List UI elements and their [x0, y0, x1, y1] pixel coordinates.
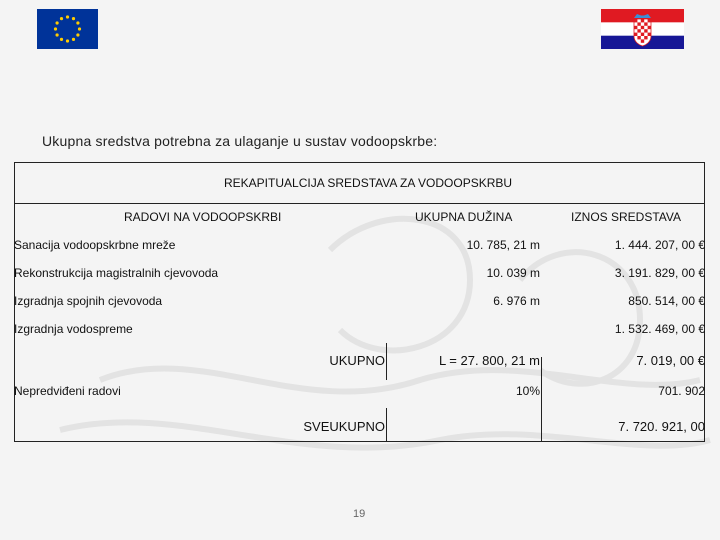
row-label: Sanacija vodoopskrbne mreže — [14, 238, 176, 252]
row-length: 10. 785, 21 m — [466, 238, 540, 252]
unforeseen-percent: 10% — [515, 384, 540, 398]
row-amount: 1. 532. 469, 00 € — [614, 322, 705, 336]
table-divider — [15, 203, 704, 204]
row-label: Rekonstrukcija magistralnih cjevovoda — [14, 266, 219, 280]
grand-total-label: SVEUKUPNO — [303, 419, 385, 434]
column-header-works: RADOVI NA VODOOPSKRBI — [124, 210, 282, 224]
row-length: 10. 039 m — [486, 266, 540, 280]
grand-total-amount: 7. 720. 921, 00 — [618, 419, 705, 434]
table-title: REKAPITUALCIJA SREDSTAVA ZA VODOOPSKRBU — [224, 176, 513, 190]
table-divider — [386, 343, 387, 380]
total-amount: 7. 019, 00 € — [636, 353, 705, 368]
column-header-funds: IZNOS SREDSTAVA — [571, 210, 682, 224]
row-amount: 3. 191. 829, 00 € — [614, 266, 705, 280]
page-number: 19 — [353, 508, 366, 520]
table-divider — [386, 408, 387, 442]
table-divider — [541, 357, 542, 442]
unforeseen-amount: 701. 902 — [658, 384, 705, 398]
row-label: Izgradnja vodospreme — [14, 322, 133, 336]
row-length: 6. 976 m — [493, 294, 540, 308]
total-length: L = 27. 800, 21 m — [438, 353, 540, 368]
row-amount: 850. 514, 00 € — [628, 294, 705, 308]
row-amount: 1. 444. 207, 00 € — [614, 238, 705, 252]
unforeseen-label: Nepredviđeni radovi — [14, 384, 121, 398]
croatia-flag-icon — [601, 9, 684, 49]
eu-flag-icon — [37, 9, 98, 49]
row-label: Izgradnja spojnih cjevovoda — [14, 294, 163, 308]
page-subtitle: Ukupna sredstva potrebna za ulaganje u sustav vodoopskrbe: — [42, 133, 438, 149]
total-label: UKUPNO — [329, 353, 385, 368]
column-header-length: UKUPNA DUŽINA — [415, 210, 513, 224]
